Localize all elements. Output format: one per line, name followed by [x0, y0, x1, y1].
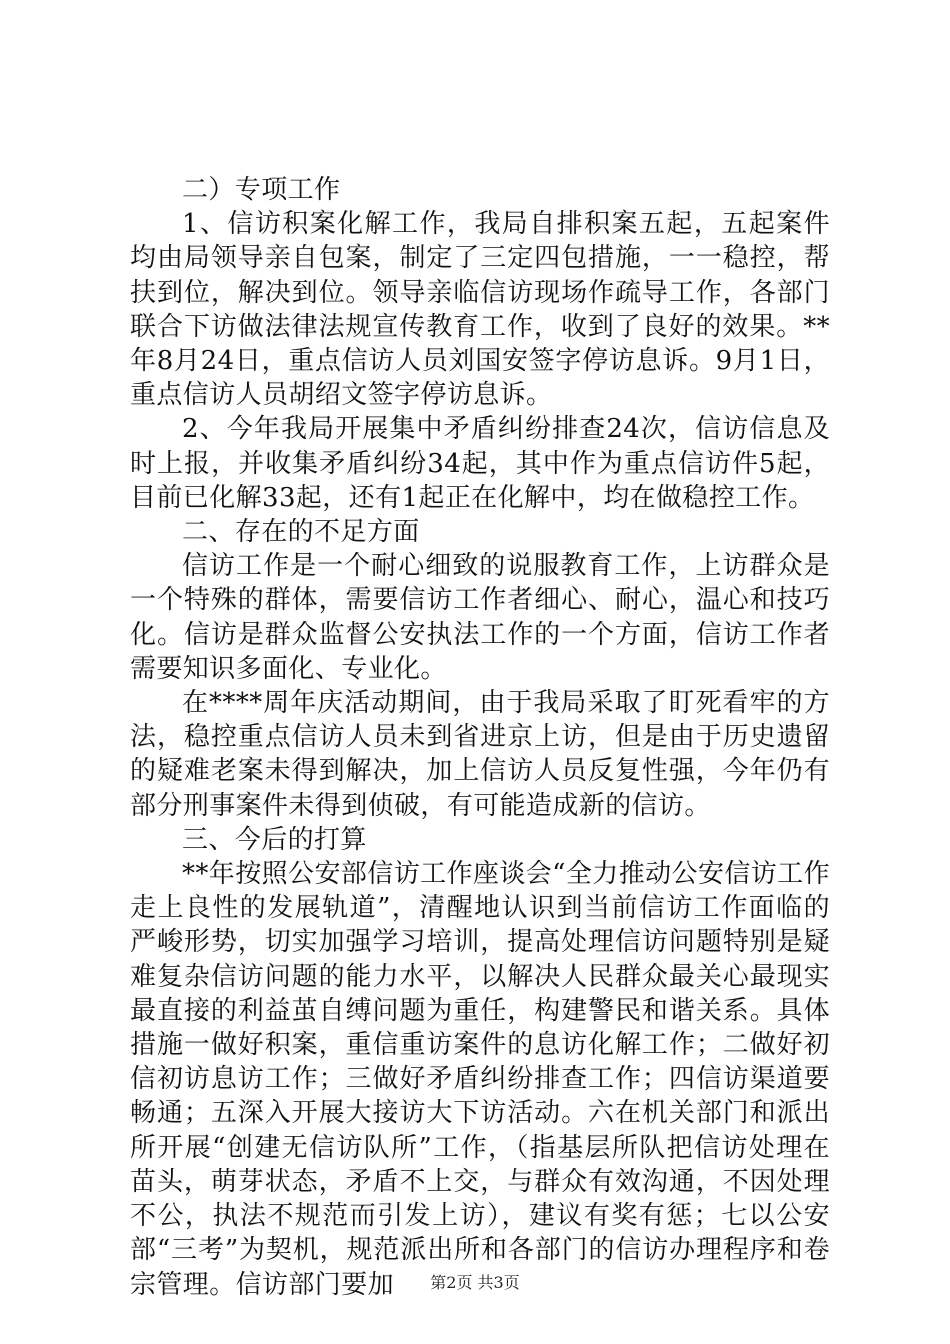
- section-heading-shortcomings: 二、存在的不足方面: [182, 517, 420, 548]
- body-paragraph: **年按照公安部信访工作座谈会“全力推动公安信访工作走上良性的发展轨道”，清醒地认识到当前信访工作面临的严峻形势，切实加强学习培训，提高处理信访问题特别是疑难复杂信访问题的能力水平，以解决人民群众最关心最现实最直接的利益茧自缚问题为重任，构建警民和谐关系。具体措施一做好积案，重信重访案件的息访化解工作；二做好初信初访息访工作；三做好矛盾纠纷排查工作；四信访渠道要畅通；五深入开展大接访大下访活动。六在机关部门和派出所开展“创建无信访队所”工作，（指基层所队把信访处理在苗头，萌芽状态，矛盾不上交，与群众有效沟通，不因处理不公，执法不规范而引发上访），建议有奖有惩；七以公安部“三考”为契机，规范派出所和各部门的信访办理程序和卷宗管理。信访部门要加: [130, 859, 830, 1300]
- body-paragraph: 1、信访积案化解工作，我局自排积案五起，五起案件均由局领导亲自包案，制定了三定四包措施，一一稳控，帮扶到位，解决到位。领导亲临信访现场作疏导工作，各部门联合下访做法律法规宣传教育工作，收到了良好的效果。**年8月24日，重点信访人员刘国安签字停访息诉。9月1日，重点信访人员胡绍文签字停访息诉。: [130, 209, 830, 411]
- body-paragraph: 信访工作是一个耐心细致的说服教育工作，上访群众是一个特殊的群体，需要信访工作者细心、耐心，温心和技巧化。信访是群众监督公安执法工作的一个方面，信访工作者需要知识多面化、专业化。: [130, 551, 830, 684]
- body-paragraph: 在****周年庆活动期间，由于我局采取了盯死看牢的方法，稳控重点信访人员未到省进京上访，但是由于历史遗留的疑难老案未得到解决，加上信访人员反复性强，今年仍有部分刑事案件未得到侦破，有可能造成新的信访。: [130, 688, 830, 821]
- page-footer: 第2页 共3页: [430, 1273, 520, 1292]
- section-heading-future-plans: 三、今后的打算: [182, 824, 367, 855]
- body-paragraph: 2、今年我局开展集中矛盾纠纷排查24次，信访信息及时上报，并收集矛盾纠纷34起，其中作为重点信访件5起，目前已化解33起，还有1起正在化解中，均在做稳控工作。: [130, 414, 830, 513]
- document-body: [130, 173, 830, 1302]
- section-heading-special-work: 二）专项工作: [182, 175, 341, 205]
